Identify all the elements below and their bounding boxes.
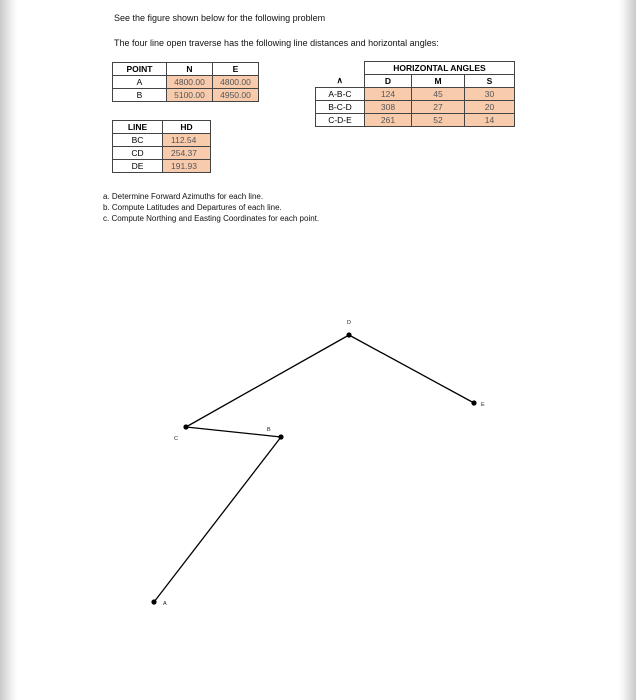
point-e-label: E [481, 402, 485, 408]
degrees-cell: 308 [365, 101, 412, 114]
point-cell: A [113, 76, 167, 89]
minutes-cell: 45 [412, 88, 465, 101]
northing-cell: 4800.00 [167, 76, 213, 89]
point-d-marker [346, 332, 351, 337]
point-b-marker [278, 434, 283, 439]
angle-symbol: ∧ [336, 75, 343, 86]
hd-cell: 254.37 [163, 147, 211, 160]
degrees-cell: 261 [365, 114, 412, 127]
minutes-cell: 27 [412, 101, 465, 114]
line-ab [154, 437, 281, 602]
point-b-label: B [267, 427, 271, 433]
easting-cell: 4800.00 [213, 76, 259, 89]
line-cell: DE [113, 160, 163, 173]
header-line: LINE [113, 121, 163, 134]
intro-text: See the figure shown below for the following problem [114, 13, 326, 23]
line-cell: CD [113, 147, 163, 160]
seconds-cell: 20 [465, 101, 515, 114]
point-c-marker [183, 424, 188, 429]
header-minutes: M [412, 75, 465, 88]
easting-cell: 4950.00 [213, 89, 259, 102]
header-point: POINT [113, 63, 167, 76]
line-cell: BC [113, 134, 163, 147]
point-d-label: D [347, 320, 351, 326]
minutes-cell: 52 [412, 114, 465, 127]
point-a-label: A [163, 601, 167, 607]
angle-name-cell: B-C-D [316, 101, 365, 114]
seconds-cell: 30 [465, 88, 515, 101]
degrees-cell: 124 [365, 88, 412, 101]
point-a-marker [151, 599, 156, 604]
question-a: a. Determine Forward Azimuths for each line. [103, 192, 264, 201]
point-cell: B [113, 89, 167, 102]
header-seconds: S [465, 75, 515, 88]
question-c: c. Compute Northing and Easting Coordinates for each point. [103, 214, 320, 223]
seconds-cell: 14 [465, 114, 515, 127]
northing-cell: 5100.00 [167, 89, 213, 102]
header-e: E [213, 63, 259, 76]
line-de [349, 335, 474, 403]
question-b: b. Compute Latitudes and Departures of each line. [103, 203, 282, 212]
problem-description: The four line open traverse has the following line distances and horizontal angles: [114, 38, 439, 48]
line-cd [186, 335, 349, 427]
angle-name-cell: C-D-E [316, 114, 365, 127]
point-e-marker [471, 400, 476, 405]
header-n: N [167, 63, 213, 76]
hd-cell: 191.93 [163, 160, 211, 173]
angles-title: HORIZONTAL ANGLES [365, 62, 515, 75]
point-c-label: C [174, 436, 178, 442]
hd-cell: 112.54 [163, 134, 211, 147]
angle-name-cell: A-B-C [316, 88, 365, 101]
header-degrees: D [365, 75, 412, 88]
header-hd: HD [163, 121, 211, 134]
